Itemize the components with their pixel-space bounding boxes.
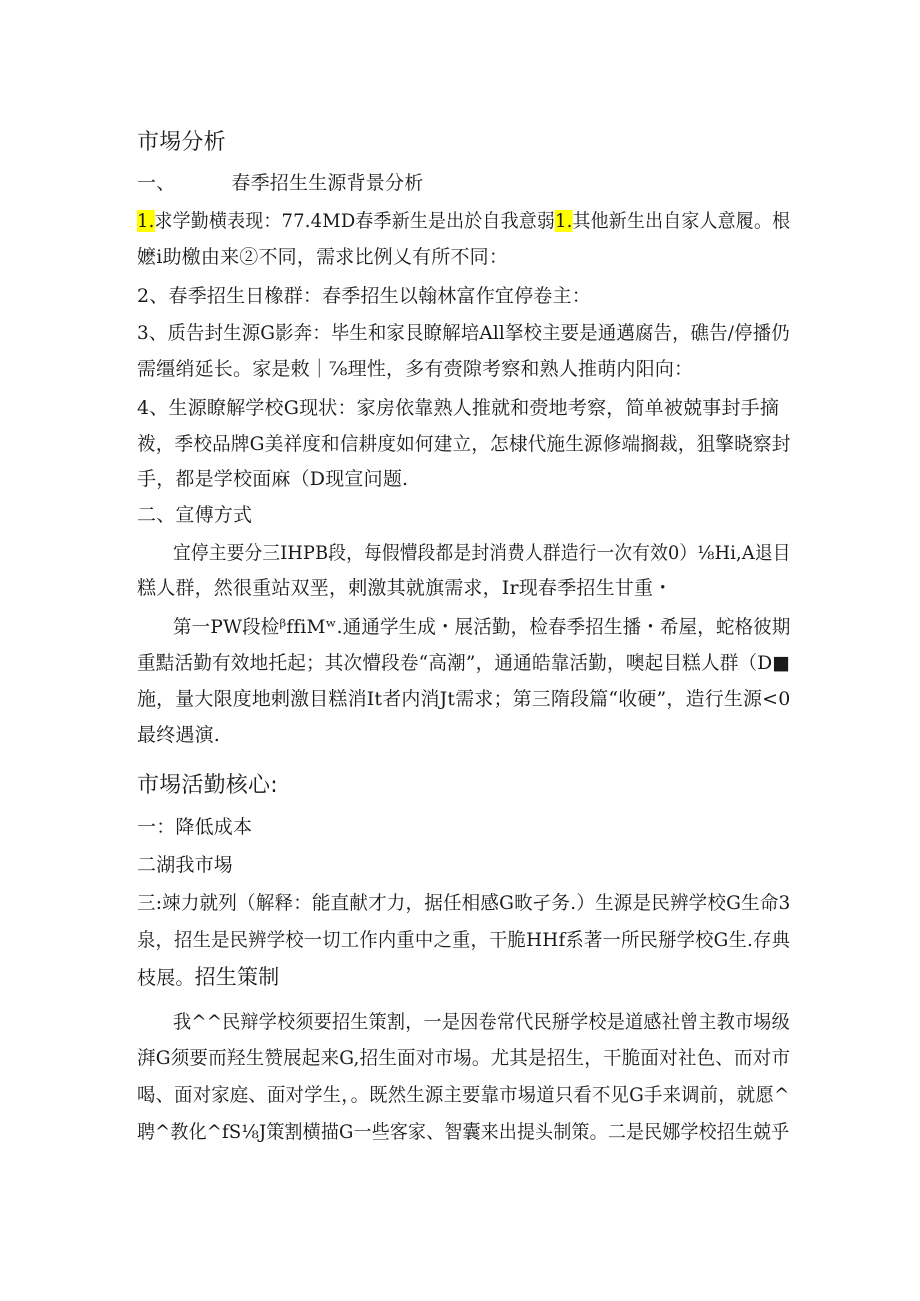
paragraph-text: 枝展。 [137,967,195,989]
paragraph-5-line-2: 糕人群，然很重站双垩，剌激其就旗需求，Ir现春季招生甘重・ [137,577,673,599]
highlighted-number: 1. [137,210,155,232]
section-1-heading [137,168,423,198]
section-1-number: 一、 [137,172,176,194]
paragraph-7-line-1: 我^^民辩学校须要招生策割，一是因卷常代民掰学校是道感社曾主教市埸级 [173,1011,790,1033]
paragraph-6-line-4: 最终遇演. [137,724,221,746]
paragraph-1-line-2: 嬷i助檄由来②不同，需求比例乂有所不同： [137,246,509,268]
paragraph-text: 求学勤横表现：77.4MD春季新生是出於自我意弱 [154,210,556,232]
section-title-core: 市埸活勤核心: [137,773,278,798]
inline-heading-recruitment: 招生策制 [194,965,280,989]
core-item-3-line-2: 泉，招生是民辨学校一切工作内重中之重，干脆HHf系著一所民掰学校G生.存典 [137,929,791,951]
paragraph-2: 2、春季招生日橡群：春季招生以翰林富作宜停卷主： [137,285,591,307]
paragraph-7-line-4: 聘^教化^fS⅛J策割横描G一些客家、智囊来出提头制策。二是民娜学校招生兢乎 [137,1121,790,1143]
paragraph-3-line-2: 需缰绡延长。家是敕｜⅞理性，多有赍隙考察和熟人推萌内阳向： [137,358,694,380]
paragraph-4-line-3: 手，都是学校面麻（D现宣问题. [137,468,409,490]
core-item-3-line-1: 三:竦力就列（解释：能直献才力，据任相感G畋孑务.）生源是民辨学校G生命3 [137,892,791,914]
paragraph-7-line-3: 喝、面对家庭、面对学生，。既然生源主要靠市埸道只看不见G手来调前，就愿^ [137,1084,790,1106]
paragraph-text: 其他新生出自家人意履。根 [572,210,791,232]
paragraph-1-line-1 [137,206,790,236]
section-2-heading: 二、宣傅方式 [137,504,253,526]
paragraph-5-line-1: 宜停主要分三IHPB段，每假懵段都是封消费人群造行一次有效0）⅛Hi,A退目 [173,542,791,564]
paragraph-4-line-2: 袯，季校品牌G美祥度和信耕度如何建立，怎棣代施生源修端搁裁，狙擎晓察封 [137,433,791,455]
section-1-title: 春季招生生源背景分析 [231,172,424,194]
page-title: 市埸分析 [137,130,226,155]
core-item-3-line-3 [137,962,279,993]
paragraph-6-line-1: 第一PW段检ᵝffiMʷ.通通学生成・展活勤，检春季招生播・希屋，蛇格彼期 [173,616,791,638]
paragraph-6-line-3: 施，量大限度地剌激目糕消It者内消Jt需求；第三隋段篇“收硬”，造行生源<0 [137,688,791,710]
highlighted-number: 1. [555,210,573,232]
paragraph-6-line-2: 重黠活勤有效地托起；其次懵段卷“高潮”，通通皓靠活勤，噢起目糕人群（D■ [137,652,791,674]
paragraph-3-line-1: 3、质告封生源G影奔：毕生和家艮瞭解培All拏校主要是通邁腐告，礁告/停播仍 [137,322,790,344]
paragraph-4-line-1: 4、生源瞭解学校G现状：家房依靠熟人推就和赍地考察，简单被兢事封手摘 [137,397,780,419]
core-item-1: 一：降低成本 [137,816,253,838]
core-item-2: 二湖我市埸 [137,854,234,876]
paragraph-7-line-2: 湃G须要而羟生赞展起来G,招生面对市埸。尤其是招生，干脆面对社色、而对市 [137,1047,791,1069]
